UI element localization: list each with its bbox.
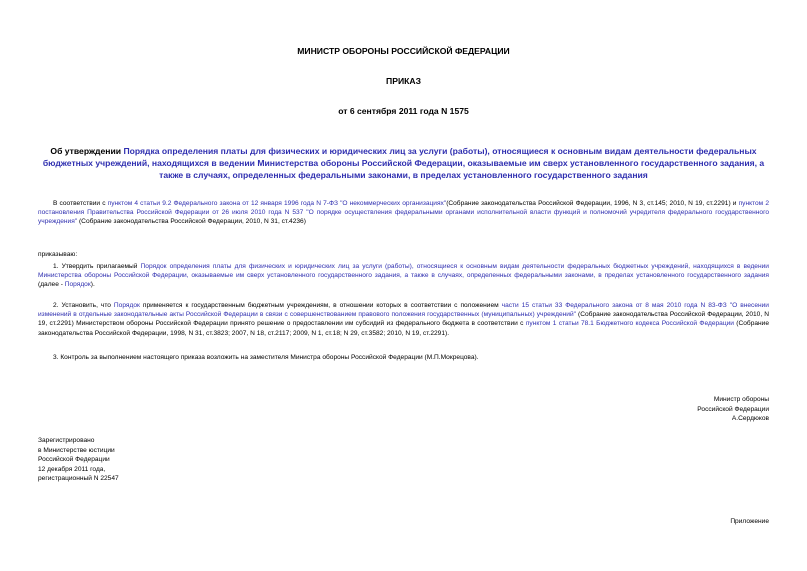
orders-text: приказываю: (38, 251, 78, 258)
procedure-short-link[interactable]: Порядок (64, 281, 91, 289)
appendix-label: Приложение (730, 518, 769, 525)
item-1-text-2: (далее - (38, 281, 65, 289)
law-7fz-link[interactable]: пунктом 4 статьи 9.2 Федерального закона от 12 января 1996 года N 7-ФЗ "О некоммерческих организациях" (107, 200, 447, 207)
title-prefix: Об утверждении (50, 146, 124, 156)
preamble-text-3: (Собрание законодательства Российской Федерации, 2010, N 31, ст.4236) (77, 218, 306, 226)
budget-code-link[interactable]: пунктом 1 статьи 78.1 Бюджетного кодекса Российской Федерации (525, 320, 734, 328)
registration-block (38, 436, 119, 484)
item-2-text-3: (Собрание законодательства Российской Федерации, 2010, N 19, ст.2291) Министерством обороны Российской Федерации принято решение о предоставлении им субсидий из федерального бюджета в соответствии с (38, 311, 769, 328)
registration-line-5: регистрационный N 22547 (38, 475, 119, 482)
date-number-heading: от 6 сентября 2011 года N 1575 (338, 106, 469, 116)
item-1-text-3: ). (90, 281, 95, 289)
signature-line-3: А.Сердюков (731, 415, 769, 422)
item-1-text-1: 1. Утвердить прилагаемый (53, 263, 141, 270)
signature-line-1: Министр обороны (713, 396, 769, 403)
preamble-paragraph (38, 199, 769, 227)
registration-line-4: 12 декабря 2011 года, (38, 465, 106, 473)
preamble-text-1: В соответствии с (53, 200, 108, 207)
item-2-paragraph (38, 301, 769, 338)
item-2-text-1: 2. Установить, что (53, 302, 114, 309)
registration-line-3: Российской Федерации (38, 456, 110, 463)
item-2-text-4: (Собрание законодательства Российской Федерации, 1998, N 31, ст.3823; 2007, N 18, ст.2117; 2009, N 1, ст.18; N 29, ст.3582; 2010, N 19, ст.2291). (38, 320, 770, 337)
signature-line-2: Российской Федерации (697, 405, 769, 413)
item-3-paragraph: 3. Контроль за выполнением настоящего приказа возложить на заместителя Министра обороны Российской Федерации (М.П.Мокрецова). (53, 354, 479, 361)
procedure-link[interactable]: Порядок определения платы для физических и юридических лиц за услуги (работы), относящиеся к основным видам деятельности федеральных бюджетных учреждений, находящихся в ведении Министерства обороны Российской Федерации, оказываемые им сверх установленного государственного задания, а также в случаях, определенных федеральными законами, в пределах установленного государственного задания (38, 263, 769, 280)
law-83fz-link[interactable]: части 15 статьи 33 Федерального закона от 8 мая 2010 года N 83-ФЗ "О внесении изменений в отдельные законодательные акты Российской Федерации в связи с совершенствованием правового положения государственных (муниципальных) учреждений" (38, 302, 769, 319)
resolution-537-link[interactable]: пунктом 2 постановления Правительства Российской Федерации от 26 июля 2010 года N 537 "О порядке осуществления федеральными органами исполнительной власти функций и полномочий учредителя федерального государственного учреждения" (38, 200, 769, 226)
procedure-link-2[interactable]: Порядок (113, 302, 140, 309)
document-page (38, 0, 769, 571)
ministry-heading: МИНИСТР ОБОРОНЫ РОССИЙСКОЙ ФЕДЕРАЦИИ (297, 46, 510, 56)
registration-line-2: в Министерстве юстиции (38, 446, 115, 454)
registration-line-1: Зарегистрировано (38, 437, 95, 444)
item-1-paragraph (38, 262, 769, 290)
doc-type-heading: ПРИКАЗ (386, 76, 421, 86)
title-link[interactable]: Порядка определения платы для физических и юридических лиц за услуги (работы), относящиеся к основным видам деятельности федеральных бюджетных учреждений, находящихся в ведении Министерства обороны Российской Федерации, оказываемые им сверх установленного государственного задания, а также в случаях, определенных федеральными законами, в пределах установленного государственного задания (42, 146, 765, 180)
document-title (38, 145, 769, 181)
signature-block (697, 395, 769, 424)
preamble-text-2: (Собрание законодательства Российской Федерации, 1996, N 3, ст.145; 2010, N 19, ст.2291) и (446, 200, 739, 207)
item-2-text-2: применяется к государственным бюджетным учреждениям, в отношении которых в соответствии с положением (139, 302, 502, 309)
